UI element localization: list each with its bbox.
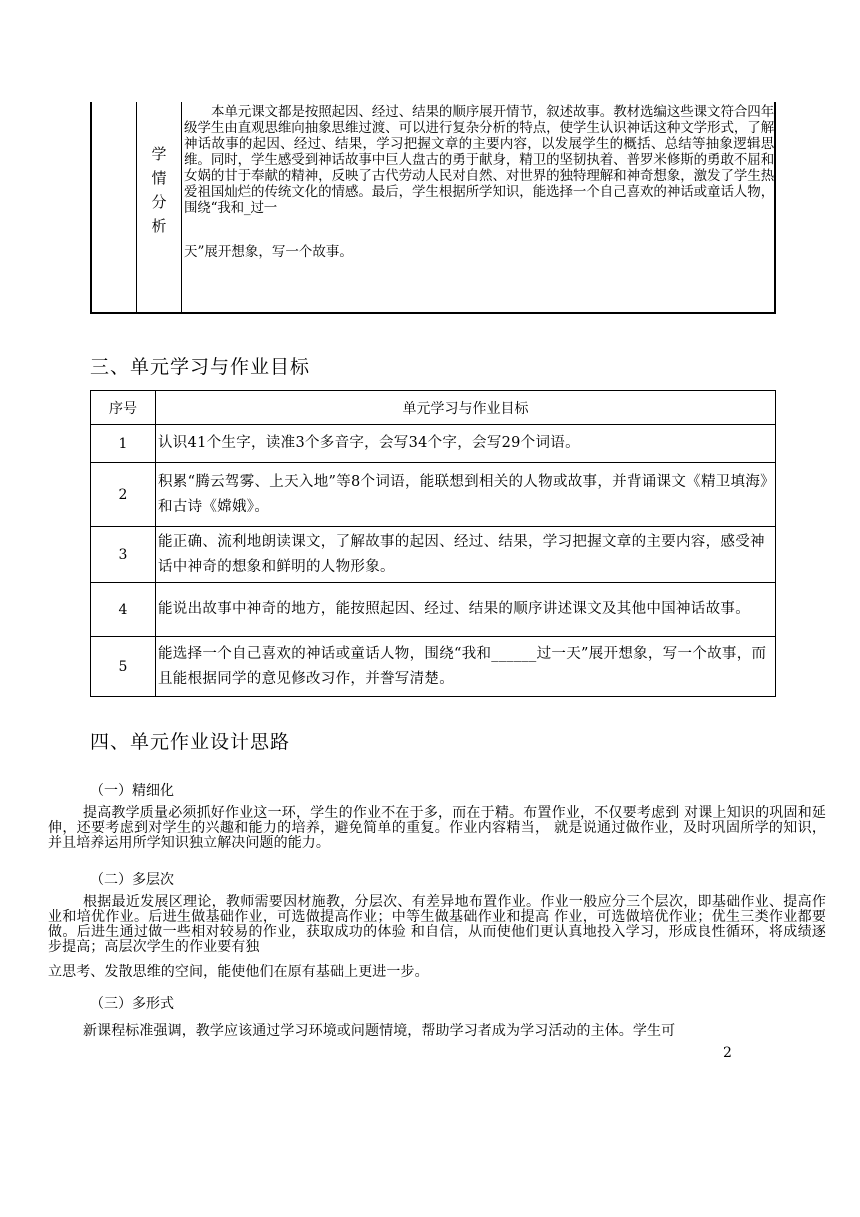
learning-analysis-table <box>90 102 776 314</box>
goals-table <box>90 390 776 697</box>
subheading-layered: （二）多层次 <box>90 872 174 888</box>
col-header-no: 序号 <box>91 391 156 425</box>
section3-heading: 三、单元学习与作业目标 <box>90 356 311 378</box>
goals-header-row <box>91 391 776 425</box>
table-row <box>91 425 776 463</box>
paragraph-forms: 新课程标准强调，教学应该通过学习环境或问题情境，帮助学习者成为学习活动的主体。学生可 <box>83 1023 676 1039</box>
subheading-refined: （一）精细化 <box>90 783 174 799</box>
row-goal: 能正确、流利地朗读课文，了解故事的起因、经过、结果，学习把握文章的主要内容，感受神话中神奇的想象和鲜明的人物形象。 <box>156 527 776 583</box>
subheading-forms: （三）多形式 <box>90 996 174 1012</box>
row-goal: 能说出故事中神奇的地方，能按照起因、经过、结果的顺序讲述课文及其他中国神话故事。 <box>156 583 776 637</box>
paragraph-layered-cont: 立思考、发散思维的空间，能使他们在原有基础上更进一步。 <box>48 964 429 980</box>
row-number: 2 <box>91 463 156 527</box>
section4-heading: 四、单元作业设计思路 <box>90 731 291 753</box>
table-row <box>91 463 776 527</box>
learning-analysis-label: 学 情 分 析 <box>151 145 167 235</box>
row-goal: 认识41个生字，读准3个多音字，会写34个字，会写29个词语。 <box>156 425 776 463</box>
paragraph-layered: 根据最近发展区理论，教师需要因材施教，分层次、有差异地布置作业。作业一般应分三个层次，即基础作业、提高作业和培优作业。后进生做基础作业，可选做提高作业；中等生做基础作业和提高 作业，可选做培优作业；优生三类作业都要做。后进生通过做一些相对较易的作业，获取成功的体验 和自信，从而使他们更认真地投入学习，形成良性循环，将成绩逐步提高；高层次学生的作业要有独 <box>48 894 826 955</box>
learning-analysis-text: 本单元课文都是按照起因、经过、结果的顺序展开情节，叙述故事。教材选编这些课文符合四年级学生由直观思维向抽象思维过渡、可以进行复杂分析的特点，使学生认识神话这种文学形式，了解神话故事的起因、经过、结果，学习把握文章的主要内容，以发展学生的概括、总结等抽象逻辑思维。同时，学生感受到神话故事中巨人盘古的勇于献身，精卫的坚韧执着、普罗米修斯的勇敢不屈和女娲的甘于奉献的精神，反映了古代劳动人民对自然、对世界的独特理解和神奇想象，激发了学生热爱祖国灿烂的传统文化的情感。最后，学生根据所学知识，能选择一个自己喜欢的神话或童话人物，围绕“我和_过一 <box>184 104 774 216</box>
learning-analysis-text-cont: 天”展开想象，写一个故事。 <box>184 244 353 260</box>
col-header-goal: 单元学习与作业目标 <box>156 391 776 425</box>
row-goal: 能选择一个自己喜欢的神话或童话人物，围绕“我和______过一天”展开想象，写一个故事，而且能根据同学的意见修改习作，并誊写清楚。 <box>156 637 776 697</box>
row-number: 5 <box>91 637 156 697</box>
paragraph-refined: 提高教学质量必须抓好作业这一环，学生的作业不在于多，而在于精。布置作业，不仅要考虑到 对课上知识的巩固和延伸，还要考虑到对学生的兴趣和能力的培养，避免简单的重复。作业内容精当， 就是说通过做作业，及时巩固所学的知识，并且培养运用所学知识独立解决问题的能力。 <box>48 805 826 851</box>
page-number: 2 <box>723 1045 732 1061</box>
row-number: 4 <box>91 583 156 637</box>
table-row <box>91 583 776 637</box>
row-number: 1 <box>91 425 156 463</box>
row-number: 3 <box>91 527 156 583</box>
table-row <box>91 637 776 697</box>
empty-column <box>92 102 137 312</box>
row-goal: 积累“腾云驾雾、上天入地”等8个词语，能联想到相关的人物或故事，并背诵课文《精卫填海》和古诗《嫦娥》。 <box>156 463 776 527</box>
table-row <box>91 527 776 583</box>
